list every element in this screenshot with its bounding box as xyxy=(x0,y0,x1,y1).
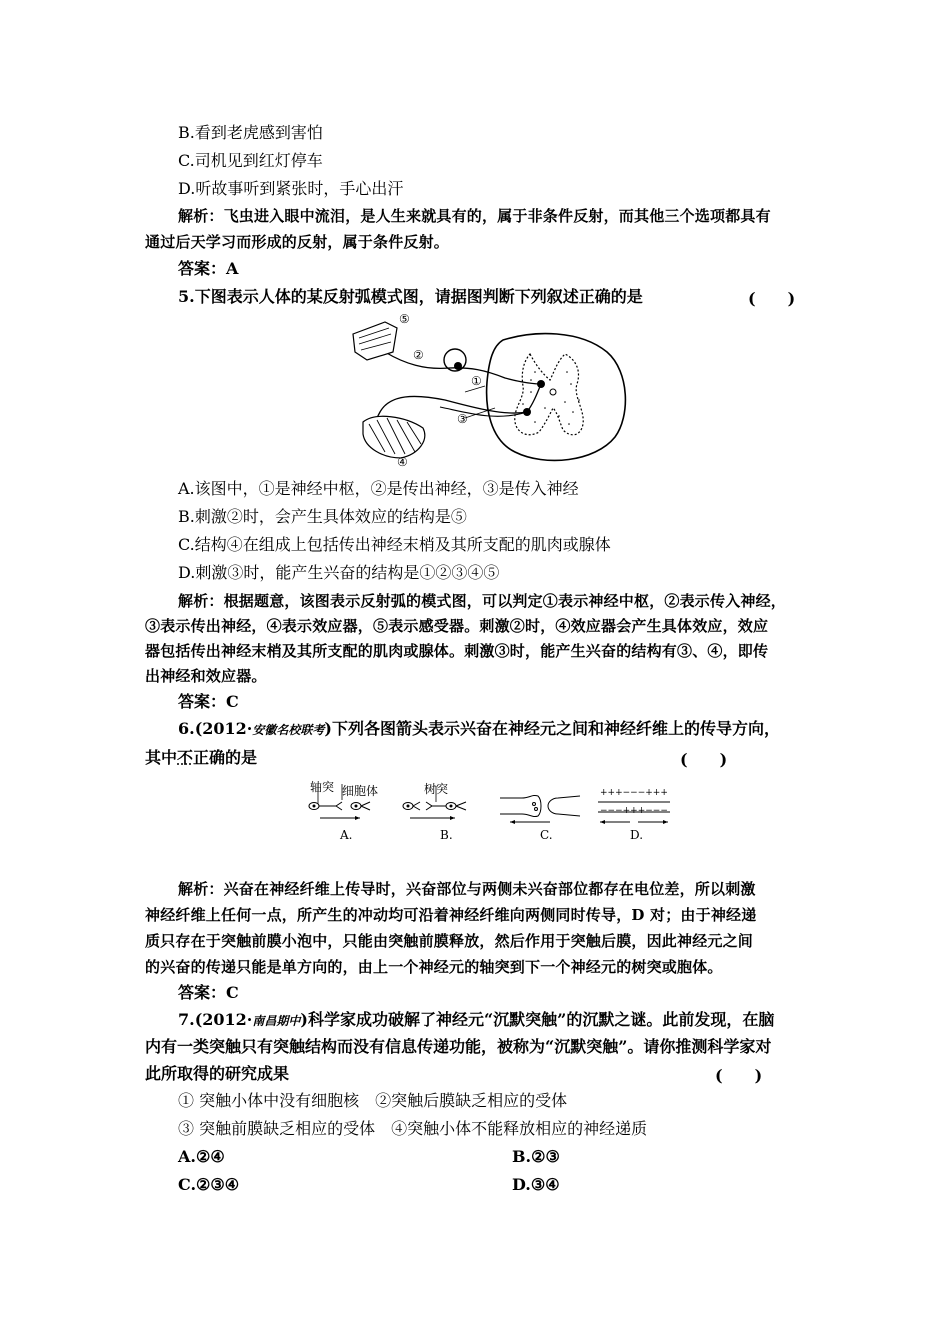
q7-option-a: A.②④ xyxy=(178,1147,225,1166)
sub-label-b: B. xyxy=(440,828,453,842)
q6-analysis-line-2: 神经纤维上任何一点，所产生的冲动均可沿着神经纤维向两侧同时传导，D 对；由于神经递 xyxy=(145,906,757,924)
q7-stem-line-2: 内有一类突触只有突触结构而没有信息传递功能，被称为“沉默突触”。请你推测科学家对 xyxy=(145,1037,772,1056)
q6-stem-text: )下列各图箭头表示兴奋在神经元之间和神经纤维上的传导方向， xyxy=(324,719,780,738)
q6-source: 安徽名校联考 xyxy=(252,723,325,737)
q5-option-b: B.刺激②时，会产生具体效应的结构是⑤ xyxy=(178,507,467,526)
q7-stem-prefix: 7.(2012· xyxy=(178,1010,253,1029)
label-cell-body: 细胞体 xyxy=(342,784,379,798)
figure-label-2: ② xyxy=(413,348,424,362)
q4-answer: 答案：A xyxy=(178,259,239,278)
charges-top: +++−−−+++ xyxy=(600,788,668,798)
q7-source: 南昌期中 xyxy=(252,1014,301,1028)
q7-items-1-2: ① 突触小体中没有细胞核 ②突触后膜缺乏相应的受体 xyxy=(178,1091,568,1110)
q5-answer: 答案：C xyxy=(178,692,239,711)
q7-stem-line-3: 此所取得的研究成果 xyxy=(145,1064,290,1083)
q6-stem-prefix: 6.(2012· xyxy=(178,719,253,738)
q7-answer-blank: ( ) xyxy=(715,1066,763,1085)
figure-label-1: ① xyxy=(471,374,482,388)
q6-stem-line-2 xyxy=(145,747,257,769)
label-dendrite: 树突 xyxy=(424,782,449,796)
sub-label-c: C. xyxy=(540,828,553,842)
q6-stem-line-1 xyxy=(178,718,780,741)
q5-analysis-line-3: 器包括传出神经末梢及其所支配的肌肉或腺体。刺激③时，能产生兴奋的结构有③、④，即传 xyxy=(145,642,769,660)
figure-label-5: ⑤ xyxy=(399,312,410,326)
q6-answer-blank: ( ) xyxy=(680,750,728,769)
q5-analysis-line-2: ③表示传出神经，④表示效应器，⑤表示感受器。刺激②时，④效应器会产生具体效应，效应 xyxy=(145,617,769,635)
q7-option-c: C.②③④ xyxy=(178,1175,240,1194)
reflex-arc-diagram xyxy=(345,312,635,474)
diagram-c xyxy=(500,795,580,824)
q5-option-a: A.该图中，①是神经中枢，②是传出神经，③是传入神经 xyxy=(178,479,579,498)
q5-option-c: C.结构④在组成上包括传出神经末梢及其所支配的肌肉或腺体 xyxy=(178,535,611,554)
q4-analysis-line-2: 通过后天学习而形成的反射，属于条件反射。 xyxy=(145,233,450,251)
q6-answer: 答案：C xyxy=(178,983,239,1002)
charges-bottom: −−−+++−−− xyxy=(600,806,668,816)
q7-option-d: D.③④ xyxy=(512,1175,560,1194)
q7-stem-line-1 xyxy=(178,1009,774,1032)
q4-option-b: B.看到老虎感到害怕 xyxy=(178,123,323,142)
q5-stem: 5.下图表示人体的某反射弧模式图，请据图判断下列叙述正确的是 xyxy=(178,287,643,306)
sub-label-a: A. xyxy=(340,828,353,842)
q6-analysis-line-3: 质只存在于突触前膜小泡中，只能由突触前膜释放，然后作用于突触后膜，因此神经元之间 xyxy=(145,932,754,950)
q4-analysis-line-1: 解析：飞虫进入眼中流泪，是人生来就具有的，属于非条件反射，而其他三个选项都具有 xyxy=(178,207,771,225)
q4-option-d: D.听故事听到紧张时，手心出汗 xyxy=(178,179,404,198)
q6-analysis-line-1: 解析：兴奋在神经纤维上传导时，兴奋部位与两侧未兴奋部位都存在电位差，所以刺激 xyxy=(178,880,756,898)
figure-label-3: ③ xyxy=(457,412,468,426)
q7-stem-text: )科学家成功破解了神经元“沉默突触”的沉默之谜。此前发现，在脑 xyxy=(300,1010,775,1029)
q6-stem-2c: 正确的是 xyxy=(193,748,258,767)
q5-analysis-line-4: 出神经和效应器。 xyxy=(145,667,267,685)
q5-option-d: D.刺激③时，能产生兴奋的结构是①②③④⑤ xyxy=(178,563,500,582)
q4-option-c: C.司机见到红灯停车 xyxy=(178,151,323,170)
q7-option-b: B.②③ xyxy=(512,1147,560,1166)
q6-analysis-line-4: 的兴奋的传递只能是单方向的，由上一个神经元的轴突到下一个神经元的树突或胞体。 xyxy=(145,958,723,976)
q5-answer-blank: ( ) xyxy=(748,289,796,308)
figure-label-4: ④ xyxy=(397,455,408,469)
q7-items-3-4: ③ 突触前膜缺乏相应的受体 ④突触小体不能释放相应的神经递质 xyxy=(178,1119,648,1138)
reflex-arc-figure xyxy=(345,312,635,474)
conduction-figure xyxy=(300,776,680,846)
q5-analysis-line-1: 解析：根据题意，该图表示反射弧的模式图，可以判定①表示神经中枢，②表示传入神经， xyxy=(178,592,787,610)
sub-label-d: D. xyxy=(630,828,644,842)
q6-stem-emphasis: 不 xyxy=(177,748,194,767)
q6-stem-2a: 其中 xyxy=(145,748,178,767)
label-axon: 轴突 xyxy=(310,780,335,794)
